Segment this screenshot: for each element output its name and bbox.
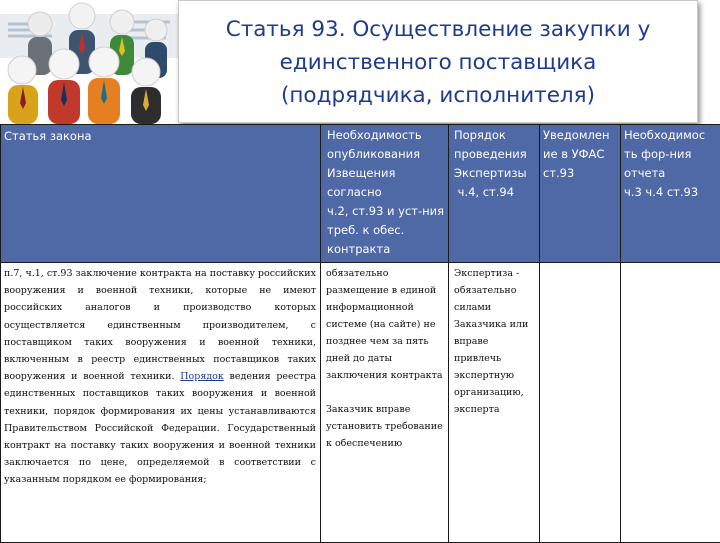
header-law-article <box>1 125 321 263</box>
page-title <box>226 11 651 112</box>
header-line: треб. к обес. <box>327 221 446 240</box>
header-line: ч.3 ч.4 ст.93 <box>624 183 720 202</box>
business-people-illustration <box>0 0 178 124</box>
procedure-link[interactable]: Порядок <box>180 371 224 382</box>
title-box <box>178 0 698 123</box>
header-line: ч.2, ст.93 и уст-ния <box>327 202 446 221</box>
procurement-table <box>0 124 720 543</box>
title-line-1: Статья 93. Осуществление закупки у <box>226 17 651 42</box>
cell-fas <box>540 263 621 543</box>
header-line: Необходимость <box>327 126 446 145</box>
header-notice-publication <box>321 125 449 263</box>
person-figure <box>8 56 38 124</box>
law-text <box>1 263 320 489</box>
examination-paragraph: Экспертиза - обязательно силами Заказчика или вправе привлечь экспертную организацию, эксперта <box>454 265 537 418</box>
person-figure <box>131 58 161 124</box>
person-figure <box>88 47 120 124</box>
header-line: ч.4, ст.94 <box>454 183 537 202</box>
notice-requirement <box>321 263 448 452</box>
cell-examination <box>449 263 540 543</box>
law-text-part: п.7, ч.1, ст.93 заключение контракта на поставку российских вооружения и военной техники, которые не имеют российских аналогов и производство которых осуществляется единственным производителем, с поставщиком таких вооружения и военной техники, включенным в реестр единственных поставщиков таких вооружения и военной техники. <box>4 268 316 382</box>
examination-requirement <box>449 263 539 418</box>
table-header-row <box>1 125 720 263</box>
header-line: Уведомлен <box>543 126 620 145</box>
title-line-3: (подрядчика, исполнителя) <box>281 83 595 108</box>
header-line: Порядок <box>454 126 537 145</box>
header-label: Статья закона <box>4 129 92 143</box>
cell-report <box>621 263 720 543</box>
header-line: ть фор-ния <box>624 145 720 164</box>
header-line: опубликования <box>327 145 446 164</box>
header-line: контракта <box>327 240 446 259</box>
law-text-part: ведения реестра единственных поставщиков таких вооружения и военной техники, порядок формирования их цены устанавливаются Правительством Российской Федерации. Государственный контракт на поставку таких вооружения и военной техники заключается по цене, определяемой в соответствии с указанным порядком ее формирования; <box>4 371 316 485</box>
header-line: отчета <box>624 164 720 183</box>
header-line: Необходимос <box>624 126 720 145</box>
header-line: Извещения <box>327 164 446 183</box>
header-examination <box>449 125 540 263</box>
header-line: Экспертизы <box>454 164 537 183</box>
cell-notice <box>321 263 449 543</box>
table-row <box>1 263 720 543</box>
title-line-2: единственного поставщика <box>280 50 597 75</box>
header-line: ст.93 <box>543 164 620 183</box>
header-line: ие в УФАС <box>543 145 620 164</box>
cell-law-text <box>1 263 321 543</box>
notice-paragraph: Заказчик вправе установить требование к обеспечению <box>326 401 446 452</box>
person-figure <box>48 49 80 124</box>
header-line: проведения <box>454 145 537 164</box>
header-fas-notification <box>540 125 621 263</box>
header-report <box>621 125 720 263</box>
header-line: согласно <box>327 183 446 202</box>
notice-paragraph: обязательно размещение в единой информационной системе (на сайте) не позднее чем за пять дней до даты заключения контракта <box>326 265 446 384</box>
